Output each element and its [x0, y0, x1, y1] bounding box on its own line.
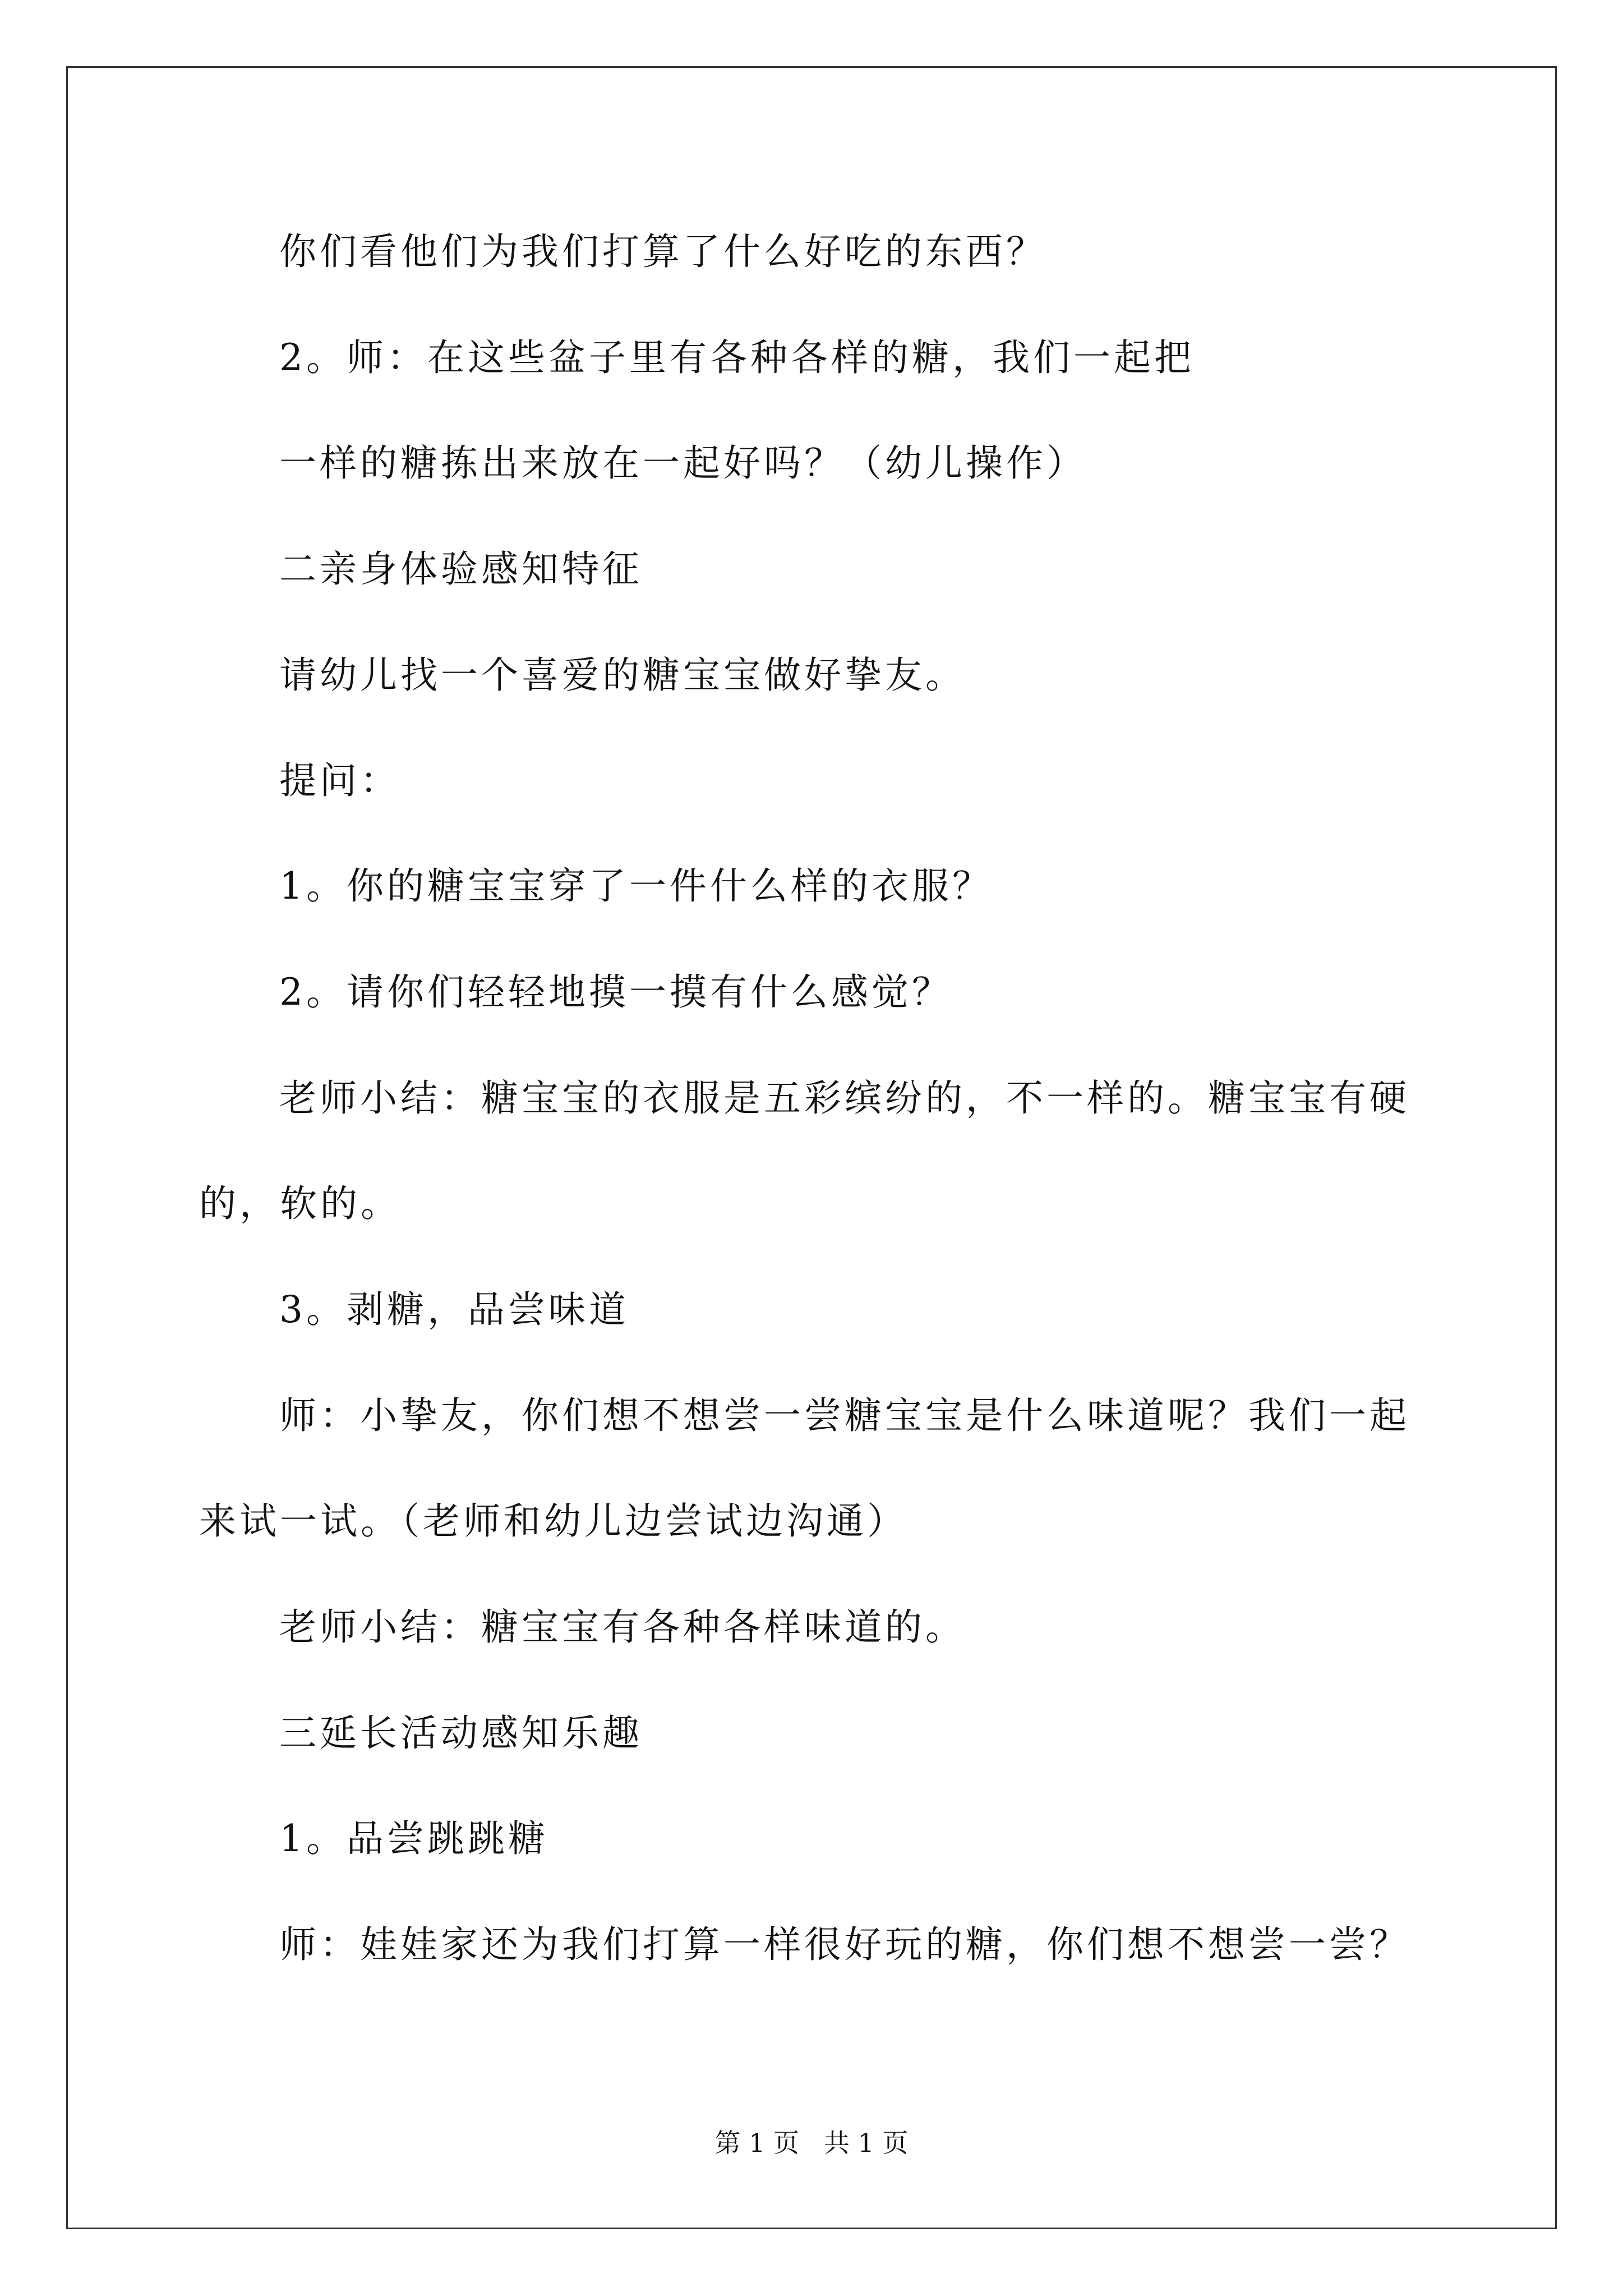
section-heading-2: 二亲身体验感知特征 [279, 547, 643, 591]
page-footer: 第 1 页 共 1 页 [714, 2128, 909, 2158]
paragraph-8: 2。请你们轻轻地摸一摸有什么感觉？ [279, 970, 952, 1014]
paragraph-1: 你们看他们为我们打算了什么好吃的东西？ [279, 230, 1046, 273]
paragraph-9-continued: 的，软的。 [199, 1182, 401, 1225]
paragraph-17: 师：娃娃家还为我们打算一样很好玩的糖，你们想不想尝一尝？ [279, 1923, 1410, 1966]
paragraph-12: 师：小挚友，你们想不想尝一尝糖宝宝是什么味道呢？我们一起 [279, 1394, 1410, 1437]
paragraph-9: 老师小结：糖宝宝的衣服是五彩缤纷的，不一样的。糖宝宝有硬 [279, 1076, 1410, 1120]
page-border [66, 66, 1557, 2229]
section-heading-3: 三延长活动感知乐趣 [279, 1711, 643, 1755]
paragraph-5: 请幼儿找一个喜爱的糖宝宝做好挚友。 [279, 654, 966, 697]
paragraph-14: 老师小结：糖宝宝有各种各样味道的。 [279, 1605, 966, 1649]
paragraph-7: 1。你的糖宝宝穿了一件什么样的衣服？ [279, 864, 993, 908]
paragraph-16: 1。品尝跳跳糖 [279, 1817, 548, 1860]
paragraph-2: 2。师：在这些盆子里有各种各样的糖，我们一起把 [279, 336, 1195, 379]
paragraph-11: 3。剥糖，品尝味道 [279, 1288, 629, 1331]
paragraph-3: 一样的糖拣出来放在一起好吗？（幼儿操作） [279, 441, 1087, 485]
paragraph-12-continued: 来试一试。（老师和幼儿边尝试边沟通） [199, 1499, 907, 1543]
paragraph-6: 提问： [279, 759, 400, 802]
